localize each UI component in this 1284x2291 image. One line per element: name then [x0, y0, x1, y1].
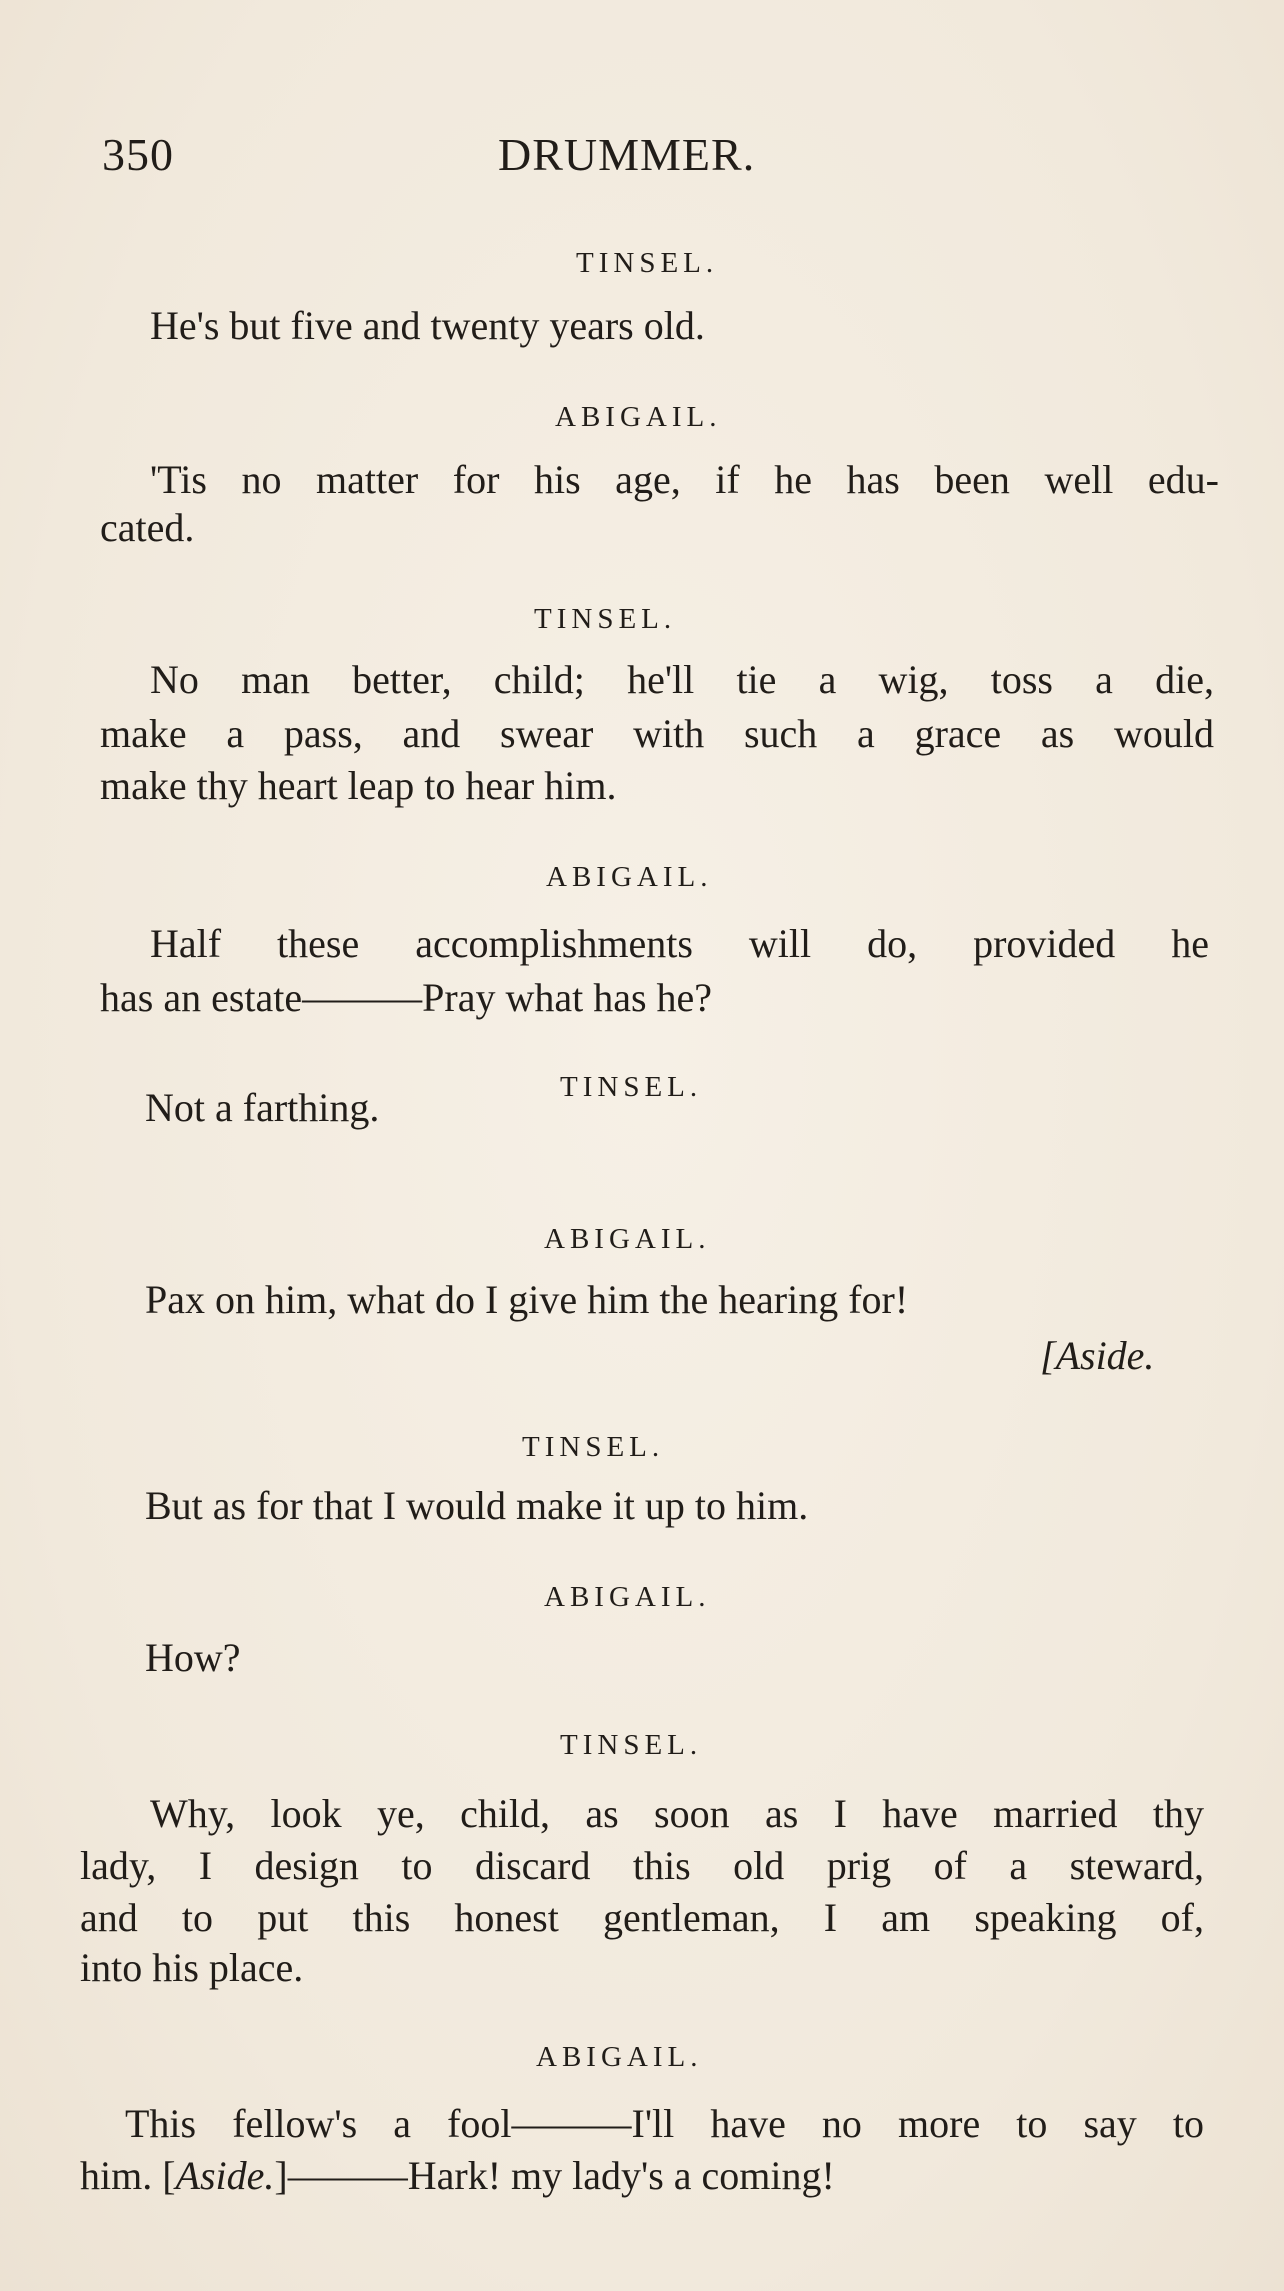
dialogue-line: Pax on him, what do I give him the hearing for! [145, 1277, 909, 1322]
speaker-name: TINSEL. [576, 247, 719, 279]
dialogue-line: make a pass, and swear with such a grace as would [100, 711, 1214, 756]
speaker-name: TINSEL. [560, 1071, 703, 1103]
speaker-name: TINSEL. [560, 1729, 703, 1761]
dialogue-line: and to put this honest gentleman, I am speaking of, [80, 1895, 1204, 1940]
dialogue-line: This fellow's a fool———I'll have no more to say to [125, 2101, 1204, 2146]
dialogue-line: has an estate———Pray what has he? [100, 975, 713, 1020]
speaker-name: ABIGAIL. [546, 861, 713, 893]
speaker-name: ABIGAIL. [555, 401, 722, 433]
dialogue-line [80, 2152, 835, 2200]
dialogue-line: Not a farthing. [145, 1085, 380, 1130]
dialogue-line: 'Tis no matter for his age, if he has been well edu- [150, 457, 1219, 502]
page-number: 350 [102, 129, 174, 180]
running-title: DRUMMER. [498, 129, 756, 180]
dialogue-line: cated. [100, 505, 195, 550]
speaker-name: ABIGAIL. [536, 2041, 703, 2073]
speaker-name: ABIGAIL. [544, 1581, 711, 1613]
dialogue-line: make thy heart leap to hear him. [100, 763, 617, 808]
dialogue-line-text: him. [Aside.]———Hark! my lady's a coming! [80, 2153, 835, 2198]
stage-direction-aside: [Aside. [1040, 1333, 1155, 1378]
dialogue-line: Why, look ye, child, as soon as I have married thy [150, 1791, 1204, 1836]
dialogue-line: But as for that I would make it up to him. [145, 1483, 809, 1528]
dialogue-line: lady, I design to discard this old prig of a steward, [80, 1843, 1204, 1888]
dialogue-line: Half these accomplishments will do, provided he [150, 921, 1209, 966]
dialogue-line: No man better, child; he'll tie a wig, toss a die, [150, 657, 1214, 702]
page-header [102, 128, 862, 188]
speaker-name: ABIGAIL. [544, 1223, 711, 1255]
dialogue-line: into his place. [80, 1945, 304, 1990]
stage-direction-aside: Aside. [175, 2153, 275, 2198]
speaker-name: TINSEL. [522, 1431, 665, 1463]
speaker-name: TINSEL. [534, 603, 677, 635]
dialogue-line: How? [145, 1635, 241, 1680]
dialogue-line: He's but five and twenty years old. [150, 303, 705, 348]
